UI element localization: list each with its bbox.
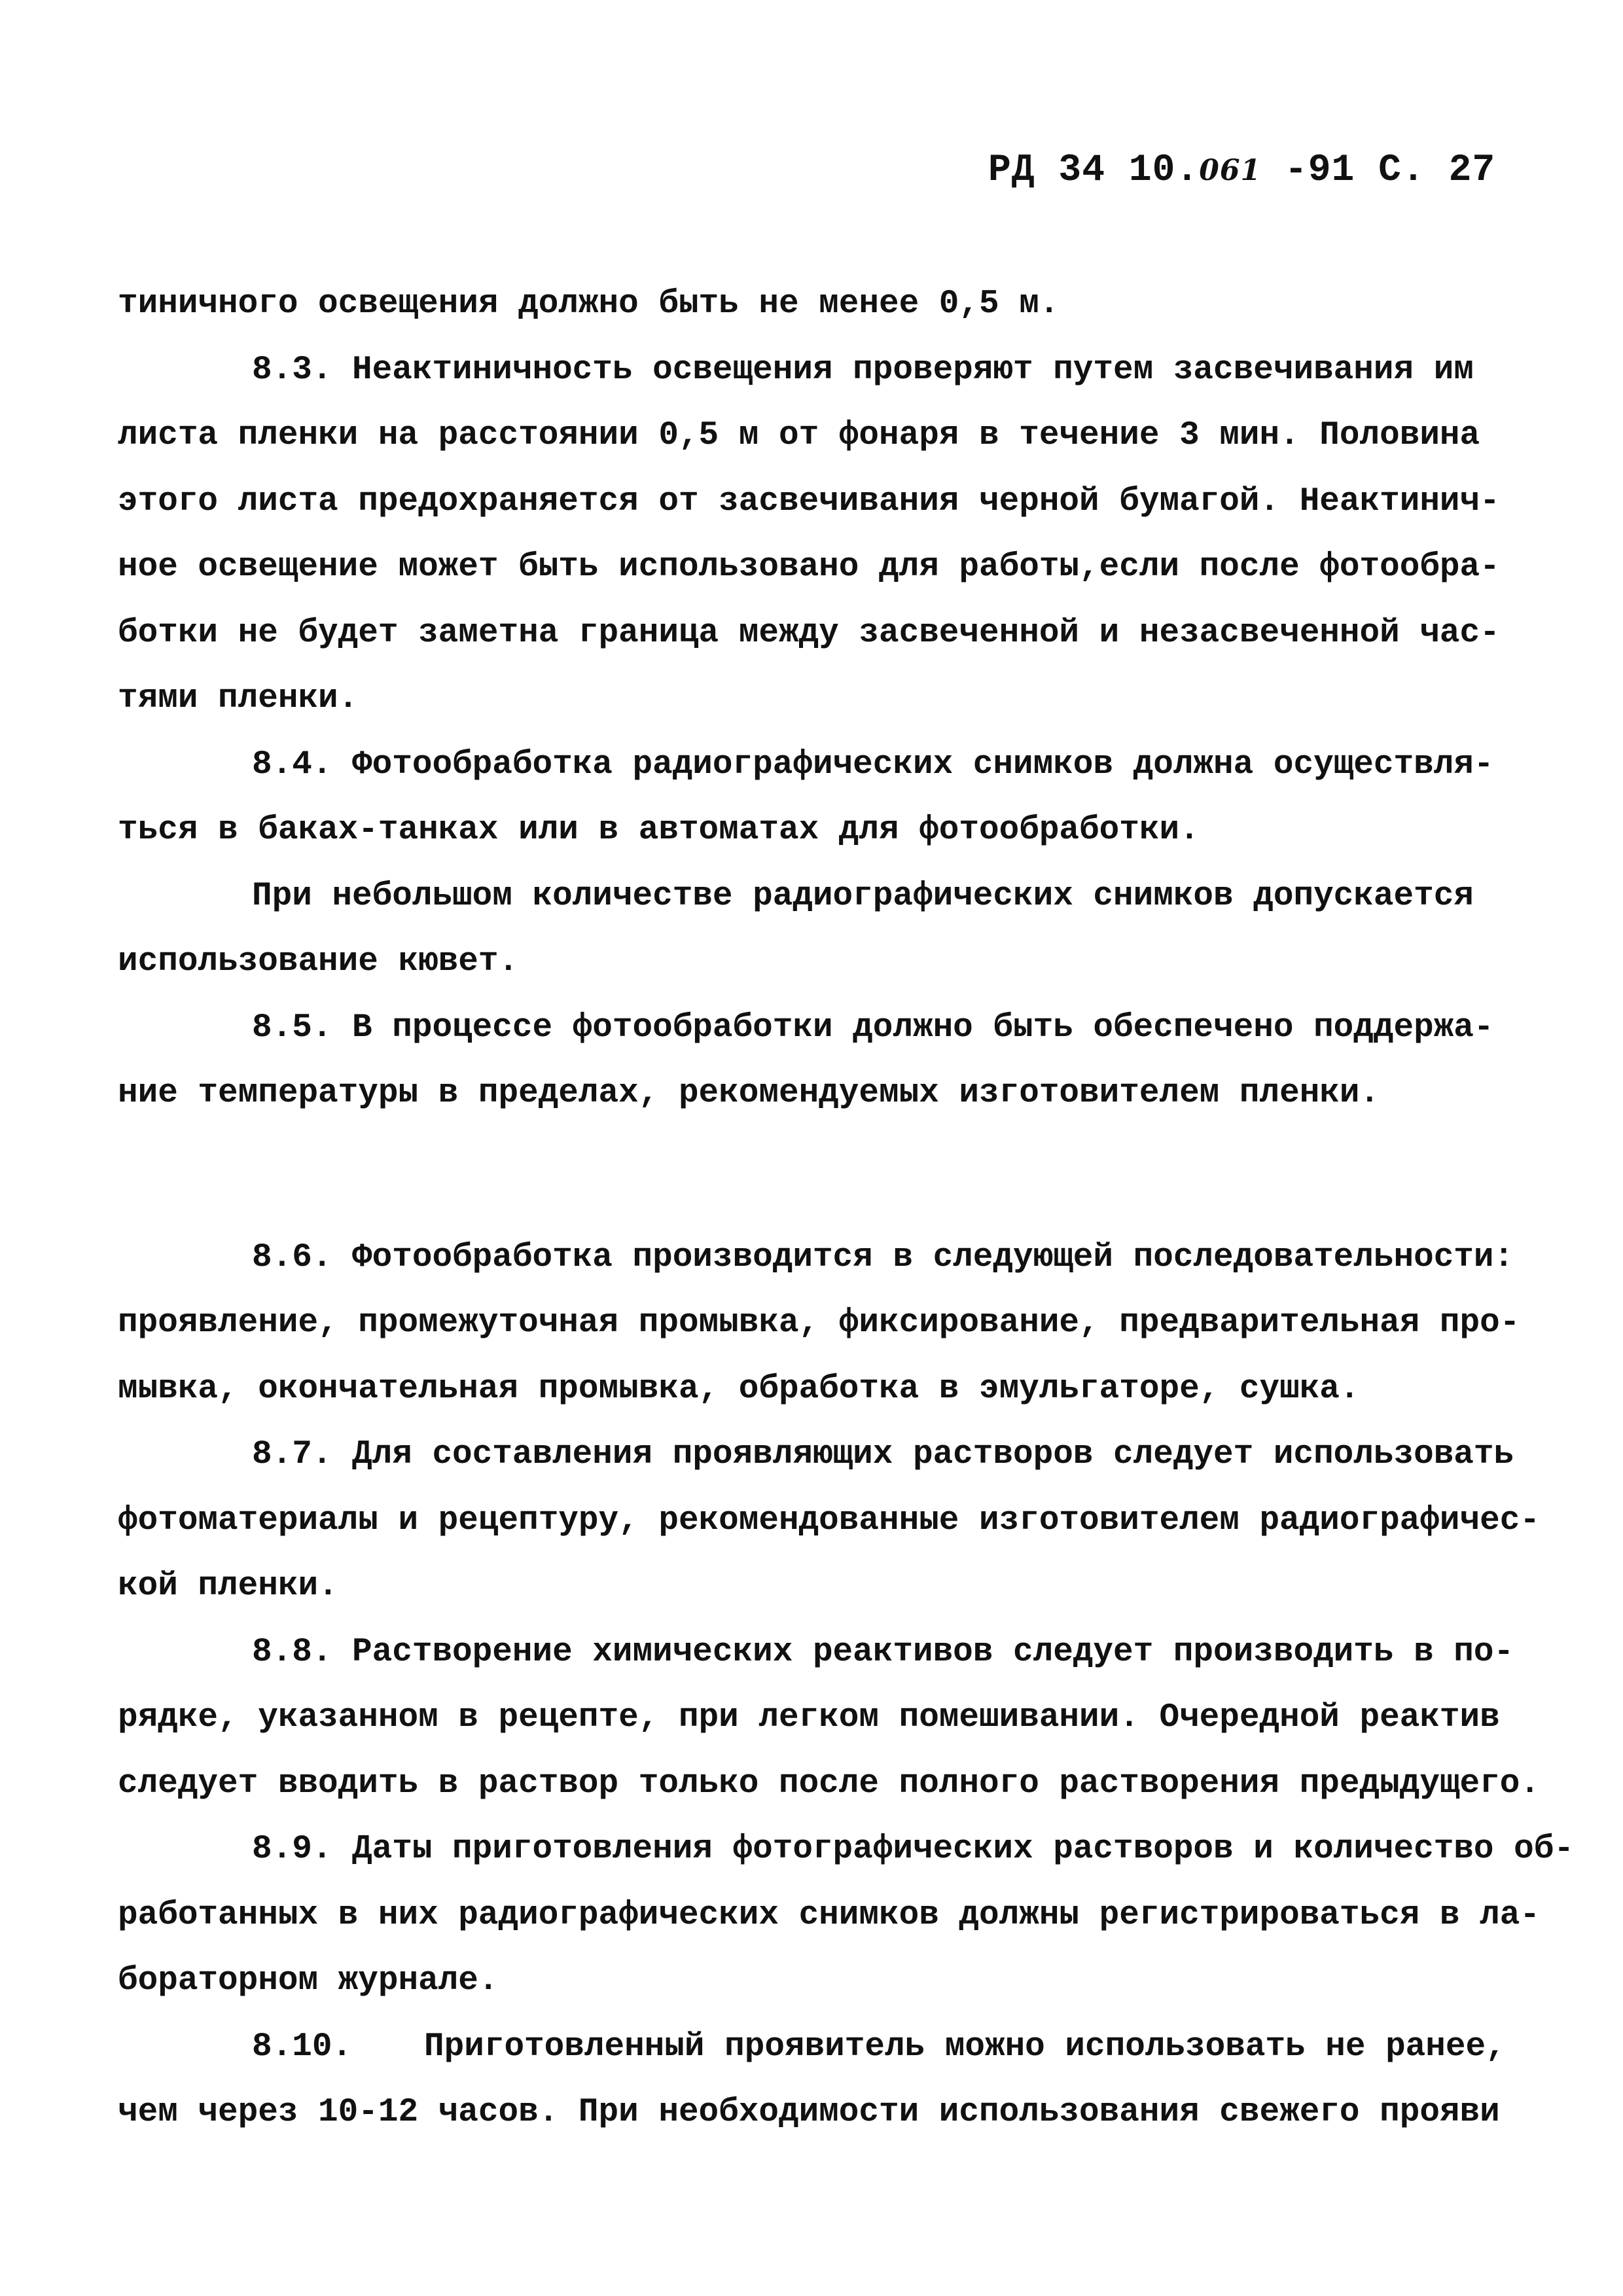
paragraph-note-line: При небольшом количестве радиографических снимков допускается	[252, 877, 1474, 915]
document-body	[118, 272, 1574, 2146]
text-line: тиничного освещения должно быть не менее 0,5 м.	[118, 285, 1060, 323]
paragraph-8-6-line: мывка, окончательная промывка, обработка в эмульгаторе, сушка.	[118, 1370, 1360, 1408]
paragraph-8-3-line: ботки не будет заметна граница между засвеченной и незасвеченной час-	[118, 614, 1500, 652]
paragraph-8-7-line: 8.7. Для составления проявляющих растворов следует использовать	[252, 1436, 1514, 1473]
paragraph-8-3-line: этого листа предохраняется от засвечивания черной бумагой. Неактинич-	[118, 482, 1500, 520]
paragraph-8-7-line: кой пленки.	[118, 1568, 338, 1605]
paragraph-8-8-line: следует вводить в раствор только после полного растворения предыдущего.	[118, 1765, 1540, 1803]
paragraph-8-3-line: листа пленки на расстоянии 0,5 м от фонаря в течение 3 мин. Половина	[118, 417, 1480, 454]
paragraph-8-6-line: проявление, промежуточная промывка, фиксирование, предварительная про-	[118, 1304, 1520, 1342]
header-prefix: РД 34 10.	[988, 149, 1200, 192]
paragraph-8-10-line: чем через 10-12 часов. При необходимости использования свежего прояви	[118, 2094, 1500, 2131]
paragraph-8-8-line: 8.8. Растворение химических реактивов следует производить в по-	[252, 1633, 1514, 1671]
paragraph-8-10-number: 8.10.	[252, 2028, 353, 2066]
paragraph-8-9-line: бораторном журнале.	[118, 1962, 499, 2000]
paragraph-8-3-line: тями пленки.	[118, 680, 359, 717]
paragraph-8-9-line: работанных в них радиографических снимков должны регистрироваться в ла-	[118, 1896, 1540, 1934]
paragraph-8-5-line: 8.5. В процессе фотообработки должно быть обеспечено поддержа-	[252, 1009, 1494, 1047]
paragraph-8-3-line: 8.3. Неактиничность освещения проверяют путем засвечивания им	[252, 351, 1474, 389]
page-header	[988, 149, 1495, 192]
paragraph-note-line: использование кювет.	[118, 943, 519, 980]
paragraph-gap	[118, 1127, 1544, 1225]
paragraph-8-3-line: ное освещение может быть использовано для работы,если после фотообра-	[118, 548, 1500, 586]
paragraph-8-5-line: ние температуры в пределах, рекомендуемых изготовителем пленки.	[118, 1075, 1380, 1112]
paragraph-8-4-line: ться в баках-танках или в автоматах для фотообработки.	[118, 812, 1200, 849]
header-suffix: -91 С. 27	[1261, 149, 1496, 192]
header-doc-number: 061	[1199, 154, 1262, 187]
paragraph-8-4-line: 8.4. Фотообработка радиографических снимков должна осуществля-	[252, 745, 1494, 783]
paragraph-8-9-line: 8.9. Даты приготовления фотографических растворов и количество об-	[252, 1831, 1574, 1868]
paragraph-8-6-line: 8.6. Фотообработка производится в следующей последовательности:	[252, 1238, 1514, 1276]
paragraph-8-8-line: рядке, указанном в рецепте, при легком помешивании. Очередной реактив	[118, 1699, 1500, 1736]
paragraph-8-10-text: Приготовленный проявитель можно использовать не ранее,	[424, 2028, 1506, 2066]
paragraph-8-10-line	[118, 2015, 1544, 2081]
paragraph-8-7-line: фотоматериалы и рецептуру, рекомендованные изготовителем радиографичес-	[118, 1501, 1540, 1539]
